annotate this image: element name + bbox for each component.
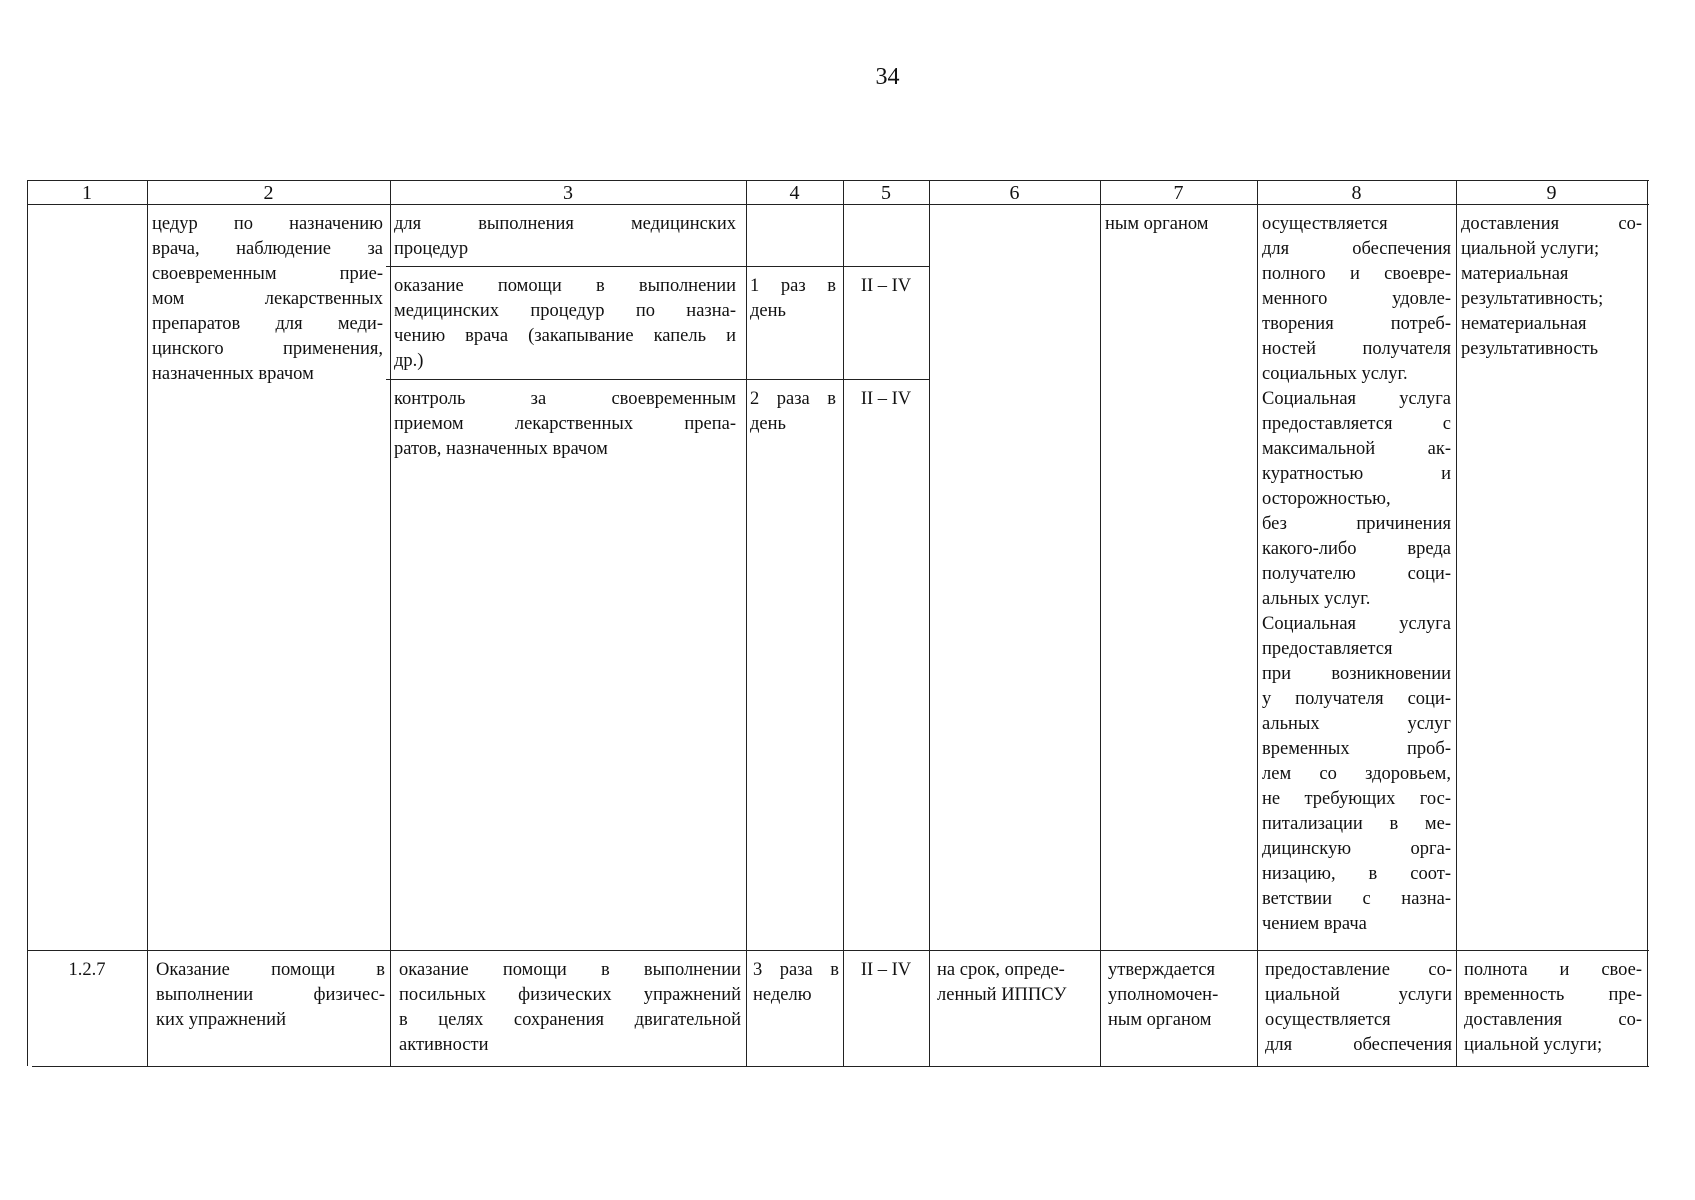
column-header-2: 2 [263, 182, 274, 204]
cont-col8 [1262, 212, 1451, 937]
text-line: ленный ИППСУ [937, 985, 1067, 1005]
column-header-6: 6 [1009, 182, 1020, 204]
column-header-7: 7 [1173, 182, 1184, 204]
text-line: Оказание помощи в [156, 960, 385, 980]
text-line: получателю соци- [1262, 564, 1451, 584]
subrow-divider-2 [386, 379, 929, 380]
text-line: не требующих гос- [1262, 789, 1451, 809]
text-line: своевременным прие- [152, 264, 383, 284]
text-line: Социальная услуга [1262, 614, 1451, 634]
text-line: на срок, опреде- [937, 960, 1065, 980]
text-line: материальная [1461, 264, 1569, 284]
text-line: осуществляется [1262, 214, 1388, 234]
cont-col7 [1105, 212, 1251, 237]
row127-col4 [753, 958, 839, 1008]
text-line: процедур [394, 239, 469, 259]
text-line: 3 раза в [753, 960, 839, 980]
text-line: низацию, в соот- [1262, 864, 1451, 884]
text-line: для выполнения медицинских [394, 214, 736, 234]
text-line: осторожностью, [1262, 489, 1391, 509]
text-line: при возникновении [1262, 664, 1451, 684]
text-line: предоставляется с [1262, 414, 1451, 434]
text-line: ратов, назначенных врачом [394, 439, 608, 459]
text-line: медицинских процедур по назна- [394, 301, 736, 321]
text-line: полного и своевре- [1262, 264, 1451, 284]
text-line: Социальная услуга [1262, 389, 1451, 409]
cont-col9 [1461, 212, 1642, 362]
column-header-9: 9 [1546, 182, 1557, 204]
row127-col5: II – IV [860, 960, 912, 980]
text-line: препаратов для меди- [152, 314, 383, 334]
cont-col2 [152, 212, 383, 387]
text-line: альных услуг [1262, 714, 1451, 734]
text-line: без причинения [1262, 514, 1451, 534]
row127-col7 [1108, 958, 1254, 1033]
text-line: день [750, 414, 786, 434]
text-line: временность пре- [1464, 985, 1642, 1005]
text-line: альных услуг. [1262, 589, 1371, 609]
text-line: цедур по назначению [152, 214, 383, 234]
text-line: максимальной ак- [1262, 439, 1451, 459]
text-line: уполномочен- [1108, 985, 1219, 1005]
text-line: мом лекарственных [152, 289, 383, 309]
text-line: питализации в ме- [1262, 814, 1451, 834]
col-border-8-9 [1456, 180, 1457, 1066]
column-header-3: 3 [563, 182, 573, 204]
text-line: осуществляется [1265, 1010, 1391, 1030]
text-line: 1 раз в [750, 276, 836, 296]
col-border-6-7 [1100, 180, 1101, 1066]
column-header-1: 1 [82, 182, 92, 204]
cont-subrow3-col3 [394, 387, 736, 462]
header-bottom-border [27, 204, 1649, 205]
text-line: приемом лекарственных препа- [394, 414, 736, 434]
text-line: в целях сохранения двигательной [399, 1010, 741, 1030]
text-line: у получателя соци- [1262, 689, 1451, 709]
text-line: куратностью и [1262, 464, 1451, 484]
text-line: нематериальная [1461, 314, 1587, 334]
text-line: доставления со- [1464, 1010, 1642, 1030]
text-line: чению врача (закапывание капель и [394, 326, 736, 346]
col-border-5-6 [929, 180, 930, 1066]
text-line: циальной услуги; [1464, 1035, 1603, 1055]
cont-subrow2-col3 [394, 274, 736, 374]
text-line: какого-либо вреда [1262, 539, 1451, 559]
cont-subrow2-col4 [750, 274, 836, 324]
text-line: менного удовле- [1262, 289, 1451, 309]
text-line: для обеспечения [1265, 1035, 1452, 1055]
text-line: результативность [1461, 339, 1599, 359]
text-line: ветствии с назна- [1262, 889, 1451, 909]
text-line: полнота и свое- [1464, 960, 1642, 980]
text-line: день [750, 301, 786, 321]
text-line: врача, наблюдение за [152, 239, 383, 259]
row127-col9 [1464, 958, 1642, 1058]
row127-col6 [937, 958, 1097, 1008]
cont-subrow3-col4 [750, 387, 836, 437]
text-line: оказание помощи в выполнении [394, 276, 736, 296]
col-border-7-8 [1257, 180, 1258, 1066]
text-line: социальных услуг. [1262, 364, 1408, 384]
cont-subrow3-col5: II – IV [860, 389, 912, 409]
text-line: назначенных врачом [152, 364, 314, 384]
text-line: для обеспечения [1262, 239, 1451, 259]
cont-subrow1-col3 [394, 212, 736, 262]
column-header-4: 4 [789, 182, 800, 204]
text-line: предоставляется [1262, 639, 1393, 659]
col-border-right [1647, 180, 1648, 1066]
text-line: др.) [394, 351, 424, 371]
text-line: предоставление со- [1265, 960, 1452, 980]
table-bottom-border [32, 1066, 1649, 1067]
row127-col1: 1.2.7 [68, 960, 106, 980]
text-line: временных проб- [1262, 739, 1451, 759]
text-line: ностей получателя [1262, 339, 1451, 359]
text-line: лем со здоровьем, [1262, 764, 1451, 784]
column-header-5: 5 [881, 182, 891, 204]
text-line: выполнении физичес- [156, 985, 385, 1005]
row127-col2 [156, 958, 385, 1033]
text-line: контроль за своевременным [394, 389, 736, 409]
text-line: результативность; [1461, 289, 1604, 309]
page-number: 34 [875, 64, 900, 90]
text-line: ным органом [1105, 214, 1209, 234]
row127-col3 [399, 958, 741, 1058]
text-line: 2 раза в [750, 389, 836, 409]
col-border-2-3 [390, 180, 391, 1066]
row-divider-127 [27, 950, 1649, 951]
text-line: ным органом [1108, 1010, 1212, 1030]
text-line: неделю [753, 985, 812, 1005]
text-line: активности [399, 1035, 489, 1055]
row127-col8 [1265, 958, 1452, 1058]
col-border-1-2 [147, 180, 148, 1066]
col-border-4-5 [843, 180, 844, 1066]
text-line: доставления со- [1461, 214, 1642, 234]
text-line: циальной услуги; [1461, 239, 1600, 259]
text-line: посильных физических упражнений [399, 985, 741, 1005]
text-line: утверждается [1108, 960, 1216, 980]
text-line: циальной услуги [1265, 985, 1452, 1005]
text-line: творения потреб- [1262, 314, 1451, 334]
text-line: ких упражнений [156, 1010, 286, 1030]
column-header-8: 8 [1351, 182, 1362, 204]
text-line: дицинскую орга- [1262, 839, 1451, 859]
col-border-left [27, 180, 28, 1066]
text-line: цинского применения, [152, 339, 383, 359]
col-border-3-4 [746, 180, 747, 1066]
subrow-divider-1 [386, 266, 929, 267]
cont-subrow2-col5: II – IV [860, 276, 912, 296]
text-line: оказание помощи в выполнении [399, 960, 741, 980]
text-line: чением врача [1262, 914, 1367, 934]
table-top-border [27, 180, 1649, 181]
